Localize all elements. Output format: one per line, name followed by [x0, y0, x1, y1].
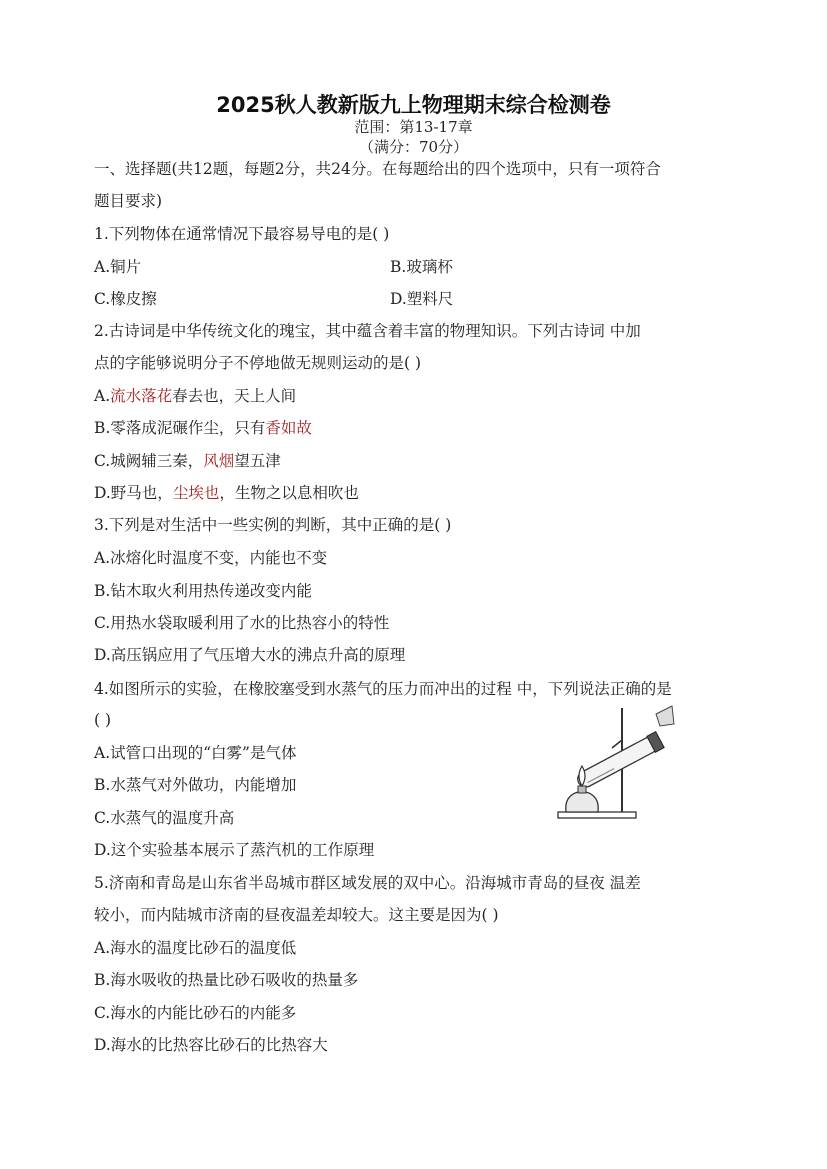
section-heading-cont: 题目要求)	[94, 192, 163, 210]
question-1-option-b: B.玻璃杯	[390, 258, 453, 276]
question-2-option-a	[94, 389, 296, 405]
question-1-option-d: D.塑料尺	[390, 290, 454, 308]
question-5-option-b: B.海水吸收的热量比砂石吸收的热量多	[94, 971, 359, 989]
question-4-option-d: D.这个实验基本展示了蒸汽机的工作原理	[94, 841, 375, 859]
highlighted-text: 风烟	[203, 452, 235, 470]
question-2-stem: 2.古诗词是中华传统文化的瑰宝，其中蕴含着丰富的物理知识。下列古诗词 中加	[94, 322, 641, 340]
question-4-option-c: C.水蒸气的温度升高	[94, 809, 235, 827]
question-5-stem: 5.济南和青岛是山东省半岛城市群区域发展的双中心。沿海城市青岛的昼夜 温差	[94, 874, 641, 892]
question-2-option-d	[94, 486, 359, 502]
question-5-option-d: D.海水的比热容比砂石的比热容大	[94, 1036, 328, 1054]
question-4-option-b: B.水蒸气对外做功，内能增加	[94, 776, 297, 794]
question-5-stem-cont: 较小，而内陆城市济南的昼夜温差却较大。这主要是因为( )	[94, 906, 499, 924]
question-3-option-d: D.高压锅应用了气压增大水的沸点升高的原理	[94, 646, 406, 664]
question-3-option-b: B.钻木取火利用热传递改变内能	[94, 582, 312, 600]
question-2-option-b	[94, 421, 312, 437]
question-3-option-a: A.冰熔化时温度不变，内能也不变	[94, 549, 328, 567]
page-title: 2025秋人教新版九上物理期末综合检测卷	[216, 93, 611, 117]
option-text: 望五津	[234, 452, 281, 470]
question-1-option-a: A.铜片	[94, 258, 142, 276]
question-5-option-c: C.海水的内能比砂石的内能多	[94, 1004, 297, 1022]
option-text: 春去也，天上人间	[172, 387, 297, 405]
question-2-option-c	[94, 454, 281, 470]
question-4-option-a: A.试管口出现的“白雾”是气体	[94, 744, 297, 762]
highlighted-text: 尘埃也	[172, 484, 220, 502]
experiment-figure	[556, 700, 676, 824]
question-2-stem-cont: 点的字能够说明分子不停地做无规则运动的是( )	[94, 354, 422, 372]
option-text: D.野马也，	[94, 484, 173, 502]
section-heading: 一、选择题(共12题，每题2分，共24分。在每题给出的四个选项中，只有一项符合	[94, 160, 661, 178]
full-score: （满分：70分）	[358, 138, 469, 156]
option-text: ，生物之以息相吹也	[219, 484, 359, 502]
exam-scope: 范围：第13-17章	[354, 118, 473, 136]
question-4-stem: 4.如图所示的实验，在橡胶塞受到水蒸气的压力而冲出的过程 中，下列说法正确的是	[94, 680, 672, 698]
option-text: B.零落成泥碾作尘，只有	[94, 419, 266, 437]
highlighted-text: 流水落花	[110, 387, 173, 405]
question-1-option-c: C.橡皮擦	[94, 290, 157, 308]
option-text: A.	[94, 387, 111, 405]
question-5-option-a: A.海水的温度比砂石的温度低	[94, 939, 297, 957]
question-4-stem-cont: ( )	[94, 711, 112, 729]
option-text: C.城阙辅三秦，	[94, 452, 204, 470]
question-3-option-c: C.用热水袋取暖利用了水的比热容小的特性	[94, 614, 390, 632]
question-1-stem: 1.下列物体在通常情况下最容易导电的是( )	[94, 225, 390, 243]
question-3-stem: 3.下列是对生活中一些实例的判断，其中正确的是( )	[94, 516, 452, 534]
highlighted-text: 香如故	[265, 419, 312, 437]
